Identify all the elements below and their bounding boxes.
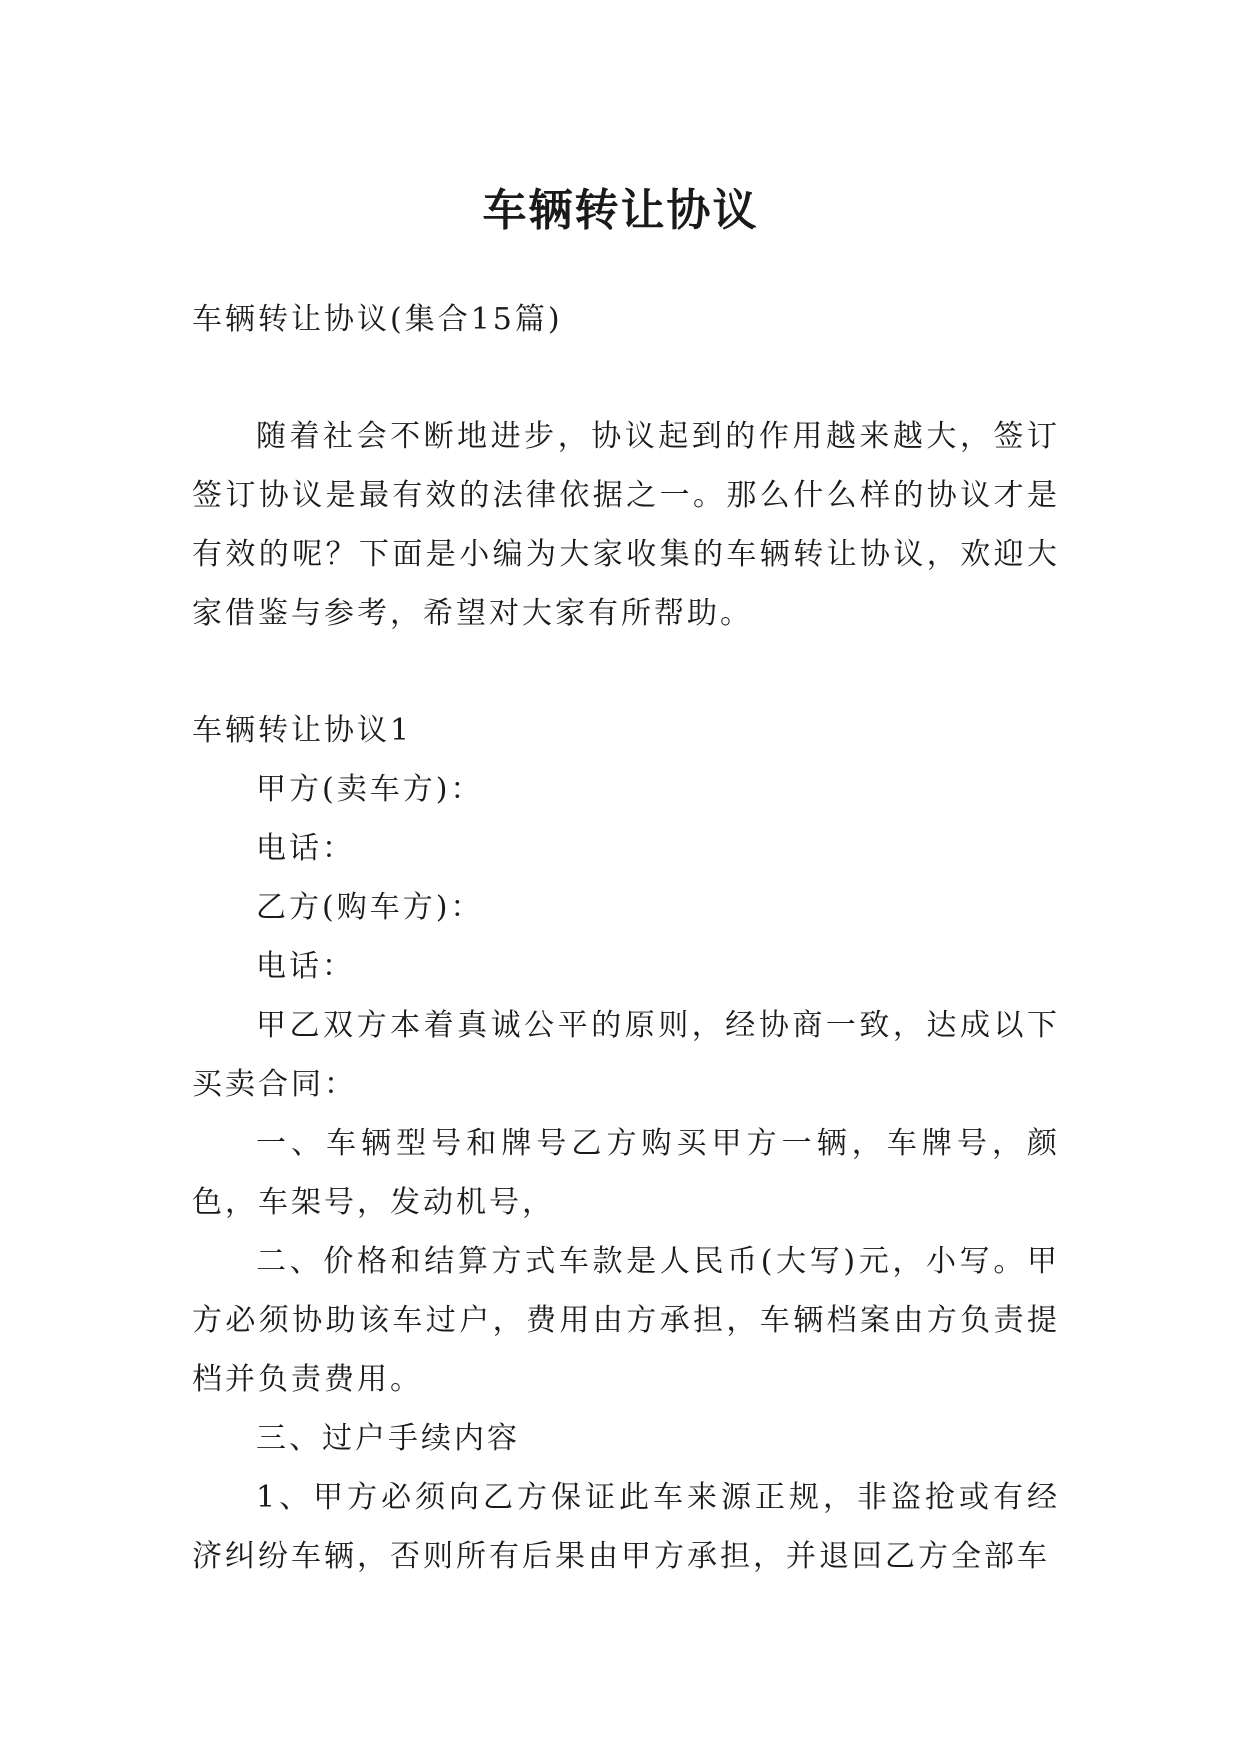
- clause-3-1-paragraph: 1、甲方必须向乙方保证此车来源正规，非盗抢或有经济纠纷车辆，否则所有后果由甲方承担，并退回乙方全部车: [192, 1480, 1060, 1574]
- party-b-line: 乙方(购车方)：: [256, 890, 484, 925]
- document-body: [192, 290, 1060, 1586]
- party-a-line: 甲方(卖车方)：: [256, 772, 484, 807]
- party-a-phone-line: 电话：: [256, 831, 355, 866]
- page-title: 车辆转让协议: [482, 185, 759, 237]
- clause-1-paragraph: 一、车辆型号和牌号乙方购买甲方一辆，车牌号，颜色，车架号，发动机号，: [192, 1126, 1060, 1220]
- preamble-paragraph: 甲乙双方本着真诚公平的原则，经协商一致，达成以下买卖合同：: [192, 1008, 1060, 1102]
- intro-paragraph: 随着社会不断地进步，协议起到的作用越来越大，签订签订协议是最有效的法律依据之一。那么什么样的协议才是有效的呢？下面是小编为大家收集的车辆转让协议，欢迎大家借鉴与参考，希望对大家有所帮助。: [192, 419, 1060, 631]
- clause-3-heading: 三、过户手续内容: [256, 1421, 520, 1456]
- document-subtitle: 车辆转让协议(集合15篇): [192, 302, 563, 337]
- clause-2-paragraph: 二、价格和结算方式车款是人民币(大写)元，小写。甲方必须协助该车过户，费用由方承担，车辆档案由方负责提档并负责费用。: [192, 1244, 1060, 1397]
- party-b-phone-line: 电话：: [256, 949, 355, 984]
- section-heading: 车辆转让协议1: [192, 713, 413, 748]
